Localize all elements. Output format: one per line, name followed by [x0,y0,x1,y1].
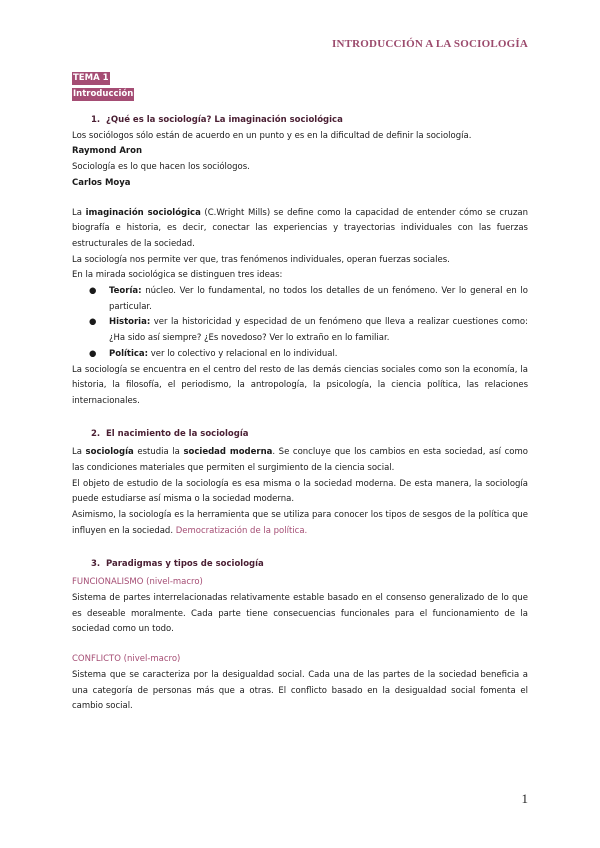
funcionalismo-heading: FUNCIONALISMO (nivel-macro) [72,577,203,588]
list-item: ● Historia: ver la historicidad y especidad de un fenómeno que lleva a realizar cuestiones como: ¿Ha sido así siempre? ¿Es novedoso? Ver lo extraño en lo familiar. [89,317,528,344]
section-2-heading [72,427,528,443]
s1-paragraph-imaginacion: La imaginación sociológica (C.Wright Mills) se define como la capacidad de entender cómo se cruzan biografía e historia, es decir, conectar las experiencias y trayectorias individuales con las fuerzas estructurales de la sociedad. [72,207,529,249]
author-moya: Carlos Moya [72,177,131,188]
s1-paragraph-2: La sociología nos permite ver que, tras fenómenos individuales, operan fuerzas sociales. [72,254,450,265]
section-2-number: 2. [91,428,101,439]
running-header: INTRODUCCIÓN A LA SOCIOLOGÍA [332,38,528,50]
s2-paragraph-2: El objeto de estudio de la sociología es esa misma o la sociedad moderna. De esta manera, la sociología puede estudiarse así misma o la sociedad moderna. [72,478,528,505]
section-1-number: 1. [91,115,101,125]
section-2-title: El nacimiento de la sociología [106,428,249,439]
section-1-title: ¿Qué es la sociología? La imaginación sociológica [106,115,343,125]
s1-line1: Los sociólogos sólo están de acuerdo en un punto y es en la dificultad de definir la sociología. [72,130,472,141]
topic-tags [72,71,528,102]
page-number: 1 [521,791,528,806]
conflicto-heading: CONFLICTO (nivel-macro) [72,654,181,665]
section-1-heading [72,113,528,129]
conflicto-text: Sistema que se caracteriza por la desigualdad social. Cada una de las partes de la sociedad beneficia a una categoría de personas más que a otras. El conflicto basado en la desigualdad social fomenta el cambio social. [72,669,528,712]
funcionalismo-text: Sistema de partes interrelacionadas relativamente estable basado en el consenso generalizado de lo que es deseable moralmente. Cada parte tiene consecuencias funcionales para el funcionamiento de la sociedad como un todo. [72,592,528,635]
author-aron: Raymond Aron [72,146,143,157]
s2-paragraph-1: La sociología estudia la sociedad moderna. Se concluye que los cambios en esta sociedad, así como las condiciones materiales que permiten el surgimiento de la ciencia social. [72,447,528,474]
page-content [72,71,528,715]
list-item: ● Teoría: núcleo. Ver lo fundamental, no todos los detalles de un fenómeno. Ver lo general en lo particular. [89,286,528,312]
s1-paragraph-4: La sociología se encuentra en el centro del resto de las demás ciencias sociales como son la economía, la historia, la filosofía, el periodismo, la antropología, la psicología, la ciencia política, las relaciones internacionales. [72,364,528,406]
section-3-number: 3. [91,558,101,569]
section-3-heading [72,557,528,573]
three-ideas-list [72,284,528,363]
democratizacion-link: Democratización de la política. [175,525,308,536]
s2-paragraph-3: Asimismo, la sociología es la herramienta que se utiliza para conocer los tipos de sesgos de la política que influyen en la sociedad. Democratización de la política. [72,510,528,536]
intro-tag: Introducción [73,88,134,99]
s1-paragraph-3: En la mirada sociológica se distinguen tres ideas: [72,270,283,281]
tema-tag: TEMA 1 [73,73,109,83]
section-3-title: Paradigmas y tipos de sociología [106,558,264,569]
quote-aron: Sociología es lo que hacen los sociólogos. [72,162,250,173]
list-item: ● Política: ver lo colectivo y relacional en lo individual. [89,348,338,359]
